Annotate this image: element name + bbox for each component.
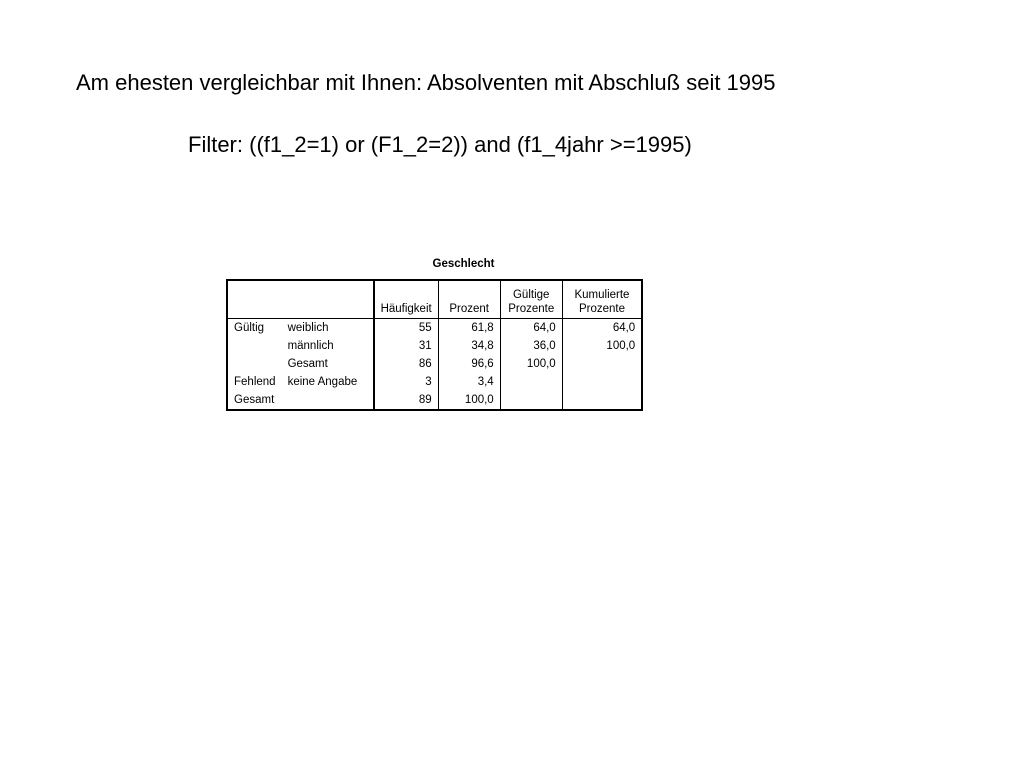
page-title: Am ehesten vergleichbar mit Ihnen: Absolventen mit Abschluß seit 1995	[76, 70, 776, 95]
cell-percent: 61,8	[438, 319, 500, 338]
row-group: Fehlend	[234, 376, 276, 388]
cell-valid-percent: 36,0	[500, 337, 562, 355]
row-group	[227, 355, 282, 373]
cell-valid-percent: 100,0	[500, 355, 562, 373]
cell-frequency: 89	[374, 391, 439, 410]
frequency-table	[226, 279, 643, 411]
row-label	[282, 391, 374, 410]
cell-percent: 3,4	[438, 373, 500, 391]
cell-percent: 34,8	[438, 337, 500, 355]
row-label: keine Angabe	[287, 376, 358, 388]
table-row	[227, 391, 642, 410]
row-label: männlich	[287, 340, 334, 352]
row-group: Gesamt	[234, 394, 275, 406]
cell-frequency: 86	[374, 355, 439, 373]
cell-valid-percent	[500, 391, 562, 410]
table-header-row	[227, 280, 642, 319]
cell-frequency: 31	[374, 337, 439, 355]
header-cumulative-percent-line2: Prozente	[578, 303, 625, 315]
cell-percent: 96,6	[438, 355, 500, 373]
cell-cumulative-percent	[562, 355, 642, 373]
table-caption: Geschlecht	[432, 258, 495, 270]
header-valid-percent	[500, 280, 562, 319]
cell-cumulative-percent: 100,0	[562, 337, 642, 355]
table-row	[227, 319, 642, 338]
header-empty-cell	[282, 280, 374, 319]
table-row	[227, 337, 642, 355]
header-cumulative-percent	[562, 280, 642, 319]
header-valid-percent-line1: Gültige	[512, 289, 550, 301]
header-frequency: Häufigkeit	[374, 280, 439, 319]
row-group: Gültig	[234, 322, 265, 334]
header-percent: Prozent	[438, 280, 500, 319]
table-row	[227, 355, 642, 373]
header-empty-cell	[227, 280, 282, 319]
header-cumulative-percent-line1: Kumulierte	[574, 289, 630, 301]
cell-percent: 100,0	[438, 391, 500, 410]
cell-cumulative-percent: 64,0	[562, 319, 642, 338]
cell-cumulative-percent	[562, 391, 642, 410]
filter-description: Filter: ((f1_2=1) or (F1_2=2)) and (f1_4jahr >=1995)	[188, 132, 692, 157]
table-row	[227, 373, 642, 391]
row-label: Gesamt	[287, 358, 328, 370]
cell-valid-percent	[500, 373, 562, 391]
cell-frequency: 55	[374, 319, 439, 338]
cell-cumulative-percent	[562, 373, 642, 391]
cell-frequency: 3	[374, 373, 439, 391]
cell-valid-percent: 64,0	[500, 319, 562, 338]
header-valid-percent-line2: Prozente	[508, 303, 555, 315]
row-label: weiblich	[287, 322, 329, 334]
row-group	[227, 337, 282, 355]
